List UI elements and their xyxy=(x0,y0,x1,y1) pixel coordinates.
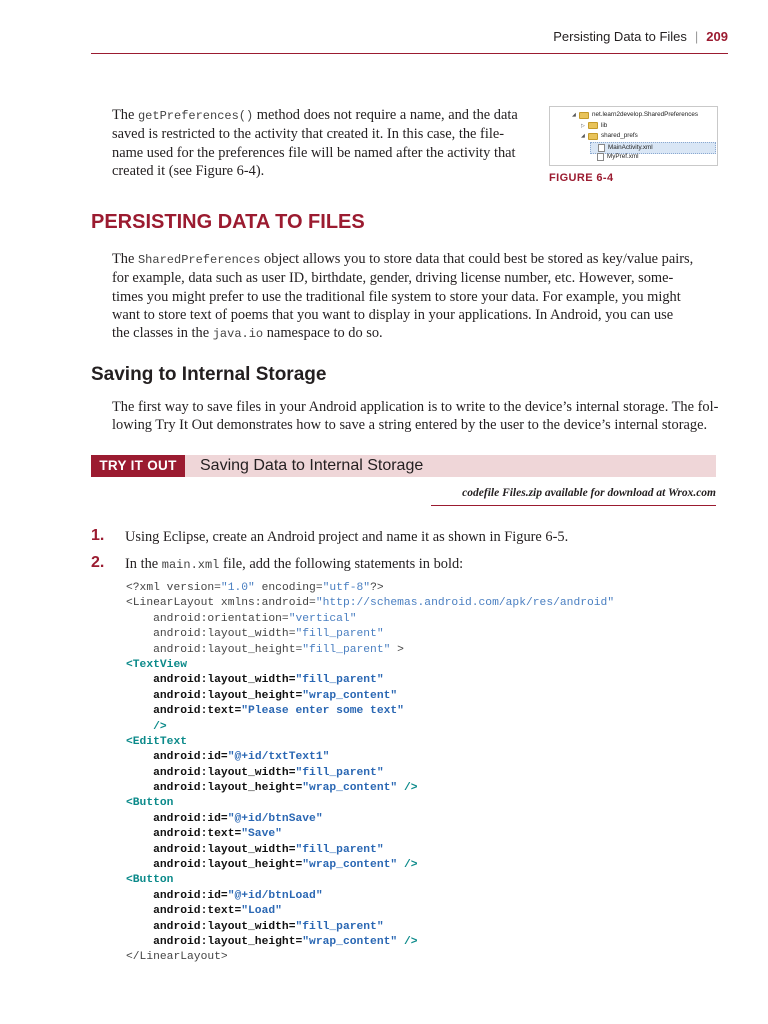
codefile-note: codefile Files.zip available for download at Wrox.com xyxy=(462,487,716,499)
text-line xyxy=(112,416,722,434)
code-token: android:orientation= xyxy=(126,612,289,625)
code-token: <LinearLayout xmlns:android= xyxy=(126,597,316,610)
code-token: "@+id/txtText1" xyxy=(227,751,330,764)
intro-paragraph xyxy=(112,106,537,180)
running-header xyxy=(553,29,728,44)
text-span: method does not require a name, and the data xyxy=(253,107,518,123)
text-line xyxy=(112,162,537,180)
code-line xyxy=(126,643,614,658)
text-span: lowing Try It Out demonstrates how to save a string entered by the user to the device’s internal storage. xyxy=(112,417,708,434)
code-token: /> xyxy=(397,782,418,795)
code-line xyxy=(126,750,614,765)
text-line xyxy=(112,144,537,162)
code-token: android:layout_height= xyxy=(126,782,303,795)
text-span: created it (see Figure 6-4). xyxy=(112,162,265,179)
code-line xyxy=(126,766,614,781)
step-number: 2. xyxy=(91,554,105,571)
code-line xyxy=(126,596,614,611)
folder-icon xyxy=(579,112,589,119)
code-token: "@+id/btnLoad" xyxy=(227,889,323,902)
code-token: > xyxy=(390,643,404,656)
code-token: "fill_parent" xyxy=(295,628,384,641)
code-line xyxy=(126,935,614,950)
subsection-paragraph xyxy=(112,398,722,435)
code-token: android:text= xyxy=(126,905,242,918)
tree-item xyxy=(572,110,698,120)
text-line xyxy=(112,269,722,287)
code-token: "wrap_content" xyxy=(302,859,398,872)
code-line xyxy=(126,843,614,858)
code-token: android:id= xyxy=(126,812,228,825)
code-line xyxy=(126,720,614,735)
tree-item-label: lib xyxy=(601,121,608,129)
try-it-out-badge: TRY IT OUT xyxy=(91,455,185,477)
tree-item-label: shared_prefs xyxy=(601,132,638,139)
step-text xyxy=(125,556,463,573)
code-token: "utf-8" xyxy=(322,582,371,594)
code-line xyxy=(126,827,614,842)
code-token: "wrap_content" xyxy=(302,689,398,702)
code-token: android:layout_height= xyxy=(126,935,303,948)
code-token: android:id= xyxy=(126,751,228,764)
text-span: the classes in the xyxy=(112,325,213,342)
code-token: android:layout_width= xyxy=(126,843,296,856)
tree-item-label: MyPref.xml xyxy=(607,153,639,160)
code-line xyxy=(126,889,614,904)
text-span: for example, data such as user ID, birthdate, gender, driving license number, etc. However, some- xyxy=(112,270,674,287)
tree-item xyxy=(581,121,607,131)
text-line xyxy=(112,324,722,343)
text-span: want to store text of poems that you want to display in your applications. In Android, you can use xyxy=(112,306,674,323)
page-number: 209 xyxy=(706,29,728,44)
code-token: /> xyxy=(397,935,418,948)
code-line xyxy=(126,858,614,873)
code-token: "fill_parent" xyxy=(295,843,384,856)
code-token: <Button xyxy=(126,797,174,810)
code-token: "fill_parent" xyxy=(295,920,384,933)
code-line xyxy=(126,873,614,888)
code-line xyxy=(126,781,614,796)
code-token: android:layout_height= xyxy=(126,643,303,656)
text-span: In the xyxy=(125,556,162,572)
code-line xyxy=(126,689,614,704)
expand-open-icon: ◢ xyxy=(581,133,585,139)
section-paragraph xyxy=(112,250,722,343)
code-token: /> xyxy=(397,859,418,872)
code-line xyxy=(126,950,614,965)
file-icon xyxy=(597,153,604,161)
code-token: "1.0" xyxy=(220,582,255,594)
code-line xyxy=(126,812,614,827)
text-span: file, add the following statements in bold: xyxy=(219,556,464,572)
try-it-out-title: Saving Data to Internal Storage xyxy=(200,457,424,474)
code-token: <TextView xyxy=(126,658,188,671)
text-span: times you might prefer to use the traditional file system to store your data. For example, you might xyxy=(112,288,681,305)
code-token: </LinearLayout> xyxy=(126,951,228,964)
inline-code: java.io xyxy=(212,327,264,342)
text-line xyxy=(112,306,722,324)
code-line xyxy=(126,658,614,673)
text-span: object allows you to store data that could best be stored as key/value pairs, xyxy=(260,251,694,267)
tree-item-label: net.learn2develop.SharedPreferences xyxy=(592,111,699,118)
code-token: "fill_parent" xyxy=(295,766,384,779)
text-span: saved is restricted to the activity that created it. In this case, the file- xyxy=(112,126,504,143)
code-line xyxy=(126,796,614,811)
folder-icon xyxy=(588,133,598,140)
text-line xyxy=(112,398,722,416)
code-token: <Button xyxy=(126,874,174,887)
code-token: android:text= xyxy=(126,705,242,718)
step-number: 1. xyxy=(91,527,105,544)
expand-open-icon: ◢ xyxy=(572,112,576,118)
code-token: android:layout_width= xyxy=(126,920,296,933)
code-token: "@+id/btnSave" xyxy=(227,812,323,825)
codefile-rule xyxy=(431,505,716,506)
code-token: "http://schemas.android.com/apk/res/android" xyxy=(315,597,615,610)
code-token: encoding= xyxy=(254,582,323,594)
header-title: Persisting Data to Files xyxy=(553,29,687,44)
code-token: "Save" xyxy=(241,828,282,841)
code-token: "wrap_content" xyxy=(302,782,398,795)
code-token: <EditText xyxy=(126,735,188,748)
folder-icon xyxy=(588,122,598,129)
text-span: name used for the preferences file will be named after the activity that xyxy=(112,144,516,161)
tree-item-label: MainActivity.xml xyxy=(608,143,653,151)
text-line xyxy=(112,125,537,143)
text-span: namespace to do so. xyxy=(263,325,383,342)
code-line xyxy=(126,612,614,627)
step-text xyxy=(125,529,568,546)
section-heading: PERSISTING DATA TO FILES xyxy=(91,211,365,233)
code-line xyxy=(126,581,614,596)
code-line xyxy=(126,673,614,688)
header-separator: | xyxy=(694,29,699,44)
text-line xyxy=(112,288,722,306)
text-line xyxy=(112,106,537,125)
code-token: "fill_parent" xyxy=(295,674,384,687)
text-span: The xyxy=(112,251,138,267)
code-token: android:layout_height= xyxy=(126,689,303,702)
code-token: android:layout_width= xyxy=(126,766,296,779)
text-line xyxy=(112,250,722,269)
code-token: "fill_parent" xyxy=(302,643,391,656)
code-token: "Load" xyxy=(241,905,282,918)
tree-item xyxy=(581,131,638,141)
code-token: android:layout_height= xyxy=(126,859,303,872)
inline-code: SharedPreferences xyxy=(137,253,261,267)
header-rule xyxy=(91,53,728,54)
subsection-heading: Saving to Internal Storage xyxy=(91,364,327,385)
code-line xyxy=(126,704,614,719)
code-listing xyxy=(126,581,614,966)
inline-code: main.xml xyxy=(161,558,220,572)
file-icon xyxy=(598,144,605,152)
code-token: "vertical" xyxy=(288,612,357,625)
text-span: The xyxy=(112,107,138,123)
code-line xyxy=(126,920,614,935)
code-token: /> xyxy=(126,720,167,733)
text-span: The first way to save files in your Android application is to write to the device’s internal storage. The fol- xyxy=(112,399,719,415)
code-line xyxy=(126,735,614,750)
code-token: android:layout_width= xyxy=(126,674,296,687)
figure-6-4-screenshot xyxy=(549,106,718,166)
tree-item xyxy=(590,152,639,162)
text-span: Using Eclipse, create an Android project and name it as shown in Figure 6-5. xyxy=(125,529,569,545)
figure-caption: FIGURE 6-4 xyxy=(549,172,614,184)
code-token: ?> xyxy=(370,582,384,594)
code-token: "Please enter some text" xyxy=(241,705,404,718)
code-line xyxy=(126,627,614,642)
code-token: <?xml version= xyxy=(126,582,221,594)
code-token: "wrap_content" xyxy=(302,935,398,948)
code-token: android:id= xyxy=(126,889,228,902)
code-token: android:text= xyxy=(126,828,242,841)
code-token: android:layout_width= xyxy=(126,628,296,641)
inline-code: getPreferences() xyxy=(137,109,254,123)
expand-closed-icon: ▷ xyxy=(581,122,585,129)
code-line xyxy=(126,904,614,919)
